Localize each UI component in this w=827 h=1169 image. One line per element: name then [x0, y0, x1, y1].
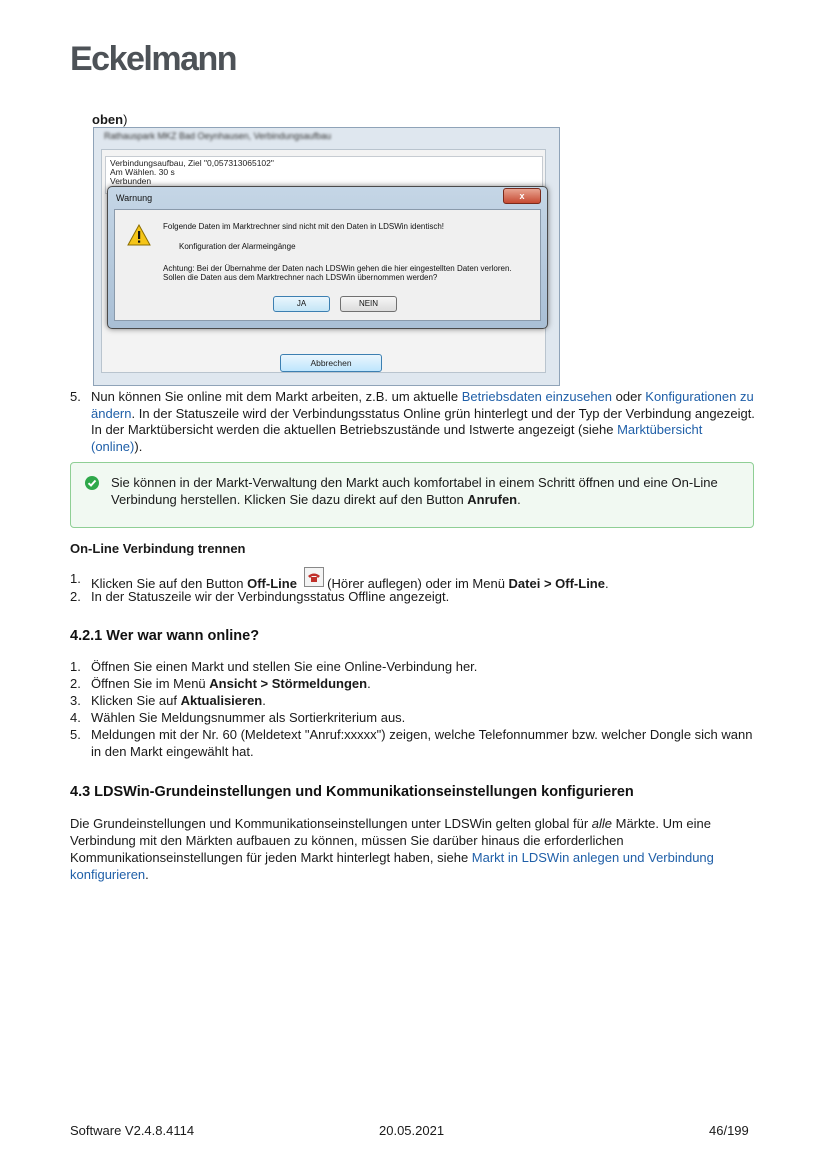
step-text — [91, 693, 756, 710]
offline-phone-icon — [304, 567, 324, 587]
step-text: Öffnen Sie einen Markt und stellen Sie eine Online-Verbindung her. — [91, 659, 478, 674]
text-bold: Ansicht > Störmeldungen — [209, 676, 368, 691]
text-run: Öffnen Sie im Menü — [91, 676, 210, 691]
text-run: . — [145, 867, 149, 882]
link-konfigurationen[interactable]: Konfigurationen zu ändern — [91, 389, 754, 421]
continuation-text — [92, 112, 127, 127]
warning-icon — [127, 224, 151, 246]
step-number: 2. — [70, 589, 81, 604]
footer-page-number: 46/199 — [709, 1123, 749, 1138]
text-run: . — [262, 693, 266, 708]
text-run: Die Grundeinstellungen und Kommunikationseinstellungen unter LDSWin gelten global für — [70, 816, 592, 831]
dialog-body — [114, 209, 541, 321]
continuation-bold: oben — [92, 112, 124, 127]
section-4-3-heading: 4.3 LDSWin-Grundeinstellungen und Kommunikationseinstellungen konfigurieren — [70, 784, 634, 800]
text-bold: Datei > Off-Line — [508, 576, 605, 591]
dialog-close-button[interactable]: x — [503, 188, 541, 204]
dialog-line-2: Konfiguration der Alarmeingänge — [179, 242, 296, 251]
no-button[interactable]: NEIN — [340, 296, 397, 312]
text-bold: Aktualisieren — [180, 693, 263, 708]
link-betriebsdaten[interactable]: Betriebsdaten einzusehen — [461, 389, 613, 404]
log-line: Am Wählen. 30 s — [110, 167, 175, 177]
footer-version: Software V2.4.8.4114 — [70, 1123, 195, 1138]
step-number: 4. — [70, 710, 81, 725]
company-logo: Eckelmann — [70, 40, 237, 78]
step-number: 5. — [70, 727, 81, 742]
section-4-3-paragraph — [70, 815, 760, 883]
step-text — [91, 676, 756, 693]
yes-button[interactable]: JA — [273, 296, 330, 312]
dialog-line-4: Sollen die Daten aus dem Marktrechner nach LDSWin übernommen werden? — [163, 273, 438, 282]
text-run: Klicken Sie auf — [91, 693, 181, 708]
text-run: . — [367, 676, 371, 691]
text-run: oder — [612, 389, 646, 404]
text-bold: Anrufen — [467, 492, 518, 507]
step-text: Meldungen mit der Nr. 60 (Meldetext "Anruf:xxxxx") zeigen, welche Telefonnummer bzw. welcher Dongle sich wann in den Markt eingewählt hat. — [91, 727, 753, 759]
text-bold: Off-Line — [247, 576, 297, 591]
step-number: 2. — [70, 676, 81, 691]
text-run: . — [604, 576, 609, 591]
text-run: . — [517, 492, 521, 507]
dialog-line-3: Achtung: Bei der Übernahme der Daten nach LDSWin gehen die hier eingestellten Daten verloren. — [163, 264, 512, 273]
tip-text — [111, 474, 731, 508]
step-text: Wählen Sie Meldungsnummer als Sortierkriterium aus. — [91, 710, 406, 725]
tip-box — [70, 462, 754, 528]
text-run: (Hörer auflegen) oder im Menü — [323, 576, 509, 591]
log-line: Verbindungsaufbau, Ziel "0,057313065102" — [110, 158, 274, 168]
text-run: Märkte. Um eine Verbindung mit den Märkten aufbauen zu können, müssen Sie darüber hinaus die erforderlichen Kommunikationseinstellungen für jeden Markt hinterlegt haben, siehe — [70, 816, 711, 865]
link-marktuebersicht[interactable]: Marktübersicht (online) — [91, 422, 703, 454]
offline-heading: On-Line Verbindung trennen — [70, 541, 246, 556]
dialog-title: Warnung — [116, 193, 153, 203]
text-run: Sie können in der Markt-Verwaltung den Markt auch komfortabel in einem Schritt öffnen und eine On-Line Verbindung herstellen. Klicken Sie dazu direkt auf den Button — [111, 475, 718, 507]
check-icon — [85, 476, 99, 490]
text-run: Klicken Sie auf den Button — [91, 576, 248, 591]
screenshot-window-title: Rathauspark MKZ Bad Oeynhausen, Verbindungsaufbau — [104, 131, 332, 141]
section-4-2-1-heading: 4.2.1 Wer war wann online? — [70, 628, 260, 644]
step-number: 5. — [70, 389, 81, 404]
step-text — [91, 389, 756, 455]
log-line: Verbunden — [110, 176, 152, 186]
dialog-line-1: Folgende Daten im Marktrechner sind nicht mit den Daten in LDSWin identisch! — [163, 222, 445, 231]
text-italic: alle — [591, 816, 613, 831]
text-run: ). — [134, 438, 143, 454]
step-text: In der Statuszeile wir der Verbindungsstatus Offline angezeigt. — [91, 589, 450, 604]
step-number: 3. — [70, 693, 81, 708]
footer-date: 20.05.2021 — [379, 1123, 445, 1138]
warning-dialog — [107, 186, 548, 329]
text-run: Nun können Sie online mit dem Markt arbeiten, z.B. um aktuelle — [91, 389, 462, 404]
link-markt-anlegen[interactable]: Markt in LDSWin anlegen und Verbindung konfigurieren — [70, 850, 714, 882]
continuation-suffix: ) — [123, 112, 128, 127]
text-run: . In der Statuszeile wird der Verbindungsstatus Online grün hinterlegt und der Typ der Verbindung angezeigt. In der Marktübersicht werden die aktuellen Betriebszustände und Istwerte angezeigt (siehe — [91, 405, 755, 437]
abort-button[interactable]: Abbrechen — [280, 354, 382, 372]
step-number: 1. — [70, 659, 81, 674]
step-number: 1. — [70, 571, 81, 586]
